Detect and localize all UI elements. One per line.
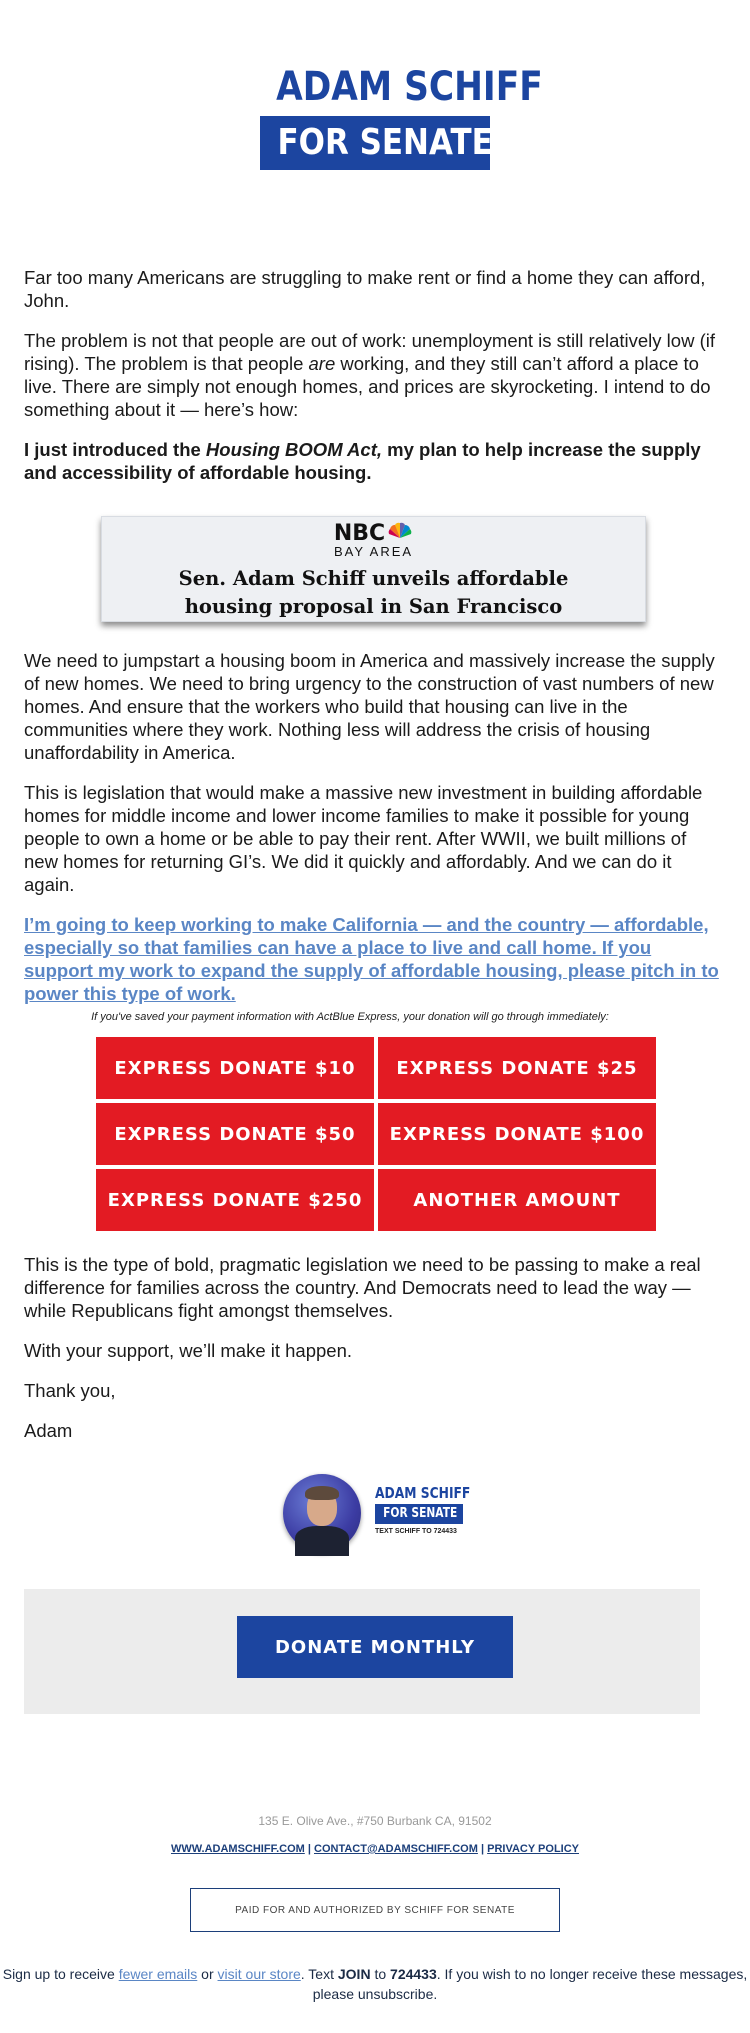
express-donate-25-button[interactable]: EXPRESS DONATE $25 [378,1037,656,1099]
nbc-bay-area: BAY AREA [333,544,414,559]
news-clipping-image[interactable] [101,516,646,622]
signature-logo: ADAM SCHIFF FOR SENATE TEXT SCHIFF TO 724433 [375,1484,471,1535]
body-text [24,649,724,1022]
paragraph-6: This is the type of bold, pragmatic legislation we need to be passing to make a real difference for families across the country. And Democrats need to lead the way — while Republicans fight amongst themselves. [24,1254,701,1321]
paragraph-3: I just introduced the Housing BOOM Act, my plan to help increase the supply and accessibility of affordable housing. [24,439,701,483]
paragraph-5: This is legislation that would make a massive new investment in building affordable homes for middle income and lower income families to make it possible for young people to own a home or be able to pay their rent. After WWII, we built millions of new homes for returning GI’s. We did it quickly and affordably. And we can do it again. [24,782,703,895]
signature-block [283,1474,483,1554]
paragraph-8: Thank you, [24,1380,116,1401]
donate-monthly-button[interactable]: DONATE MONTHLY [237,1616,513,1678]
donate-cta-link[interactable]: I’m going to keep working to make California — and the country — affordable, especially so that families can have a place to live and call home. If you support my work to expand the supply of affordable housing, please pitch in to power this type of work. [24,914,719,1004]
footer-links: WWW.ADAMSCHIFF.COM | CONTACT@ADAMSCHIFF.COM | PRIVACY POLICY [170,1843,579,1855]
peacock-icon [387,523,413,539]
paragraph-7: With your support, we’ll make it happen. [24,1340,353,1361]
footer-text: Sign up to receive fewer emails or visit our store. Text JOIN to 724433. If you wish to no longer receive these messages, please unsubscribe. [2,1966,748,2002]
express-donate-100-button[interactable]: EXPRESS DONATE $100 [378,1103,656,1165]
another-amount-button[interactable]: ANOTHER AMOUNT [378,1169,656,1231]
news-headline: Sen. Adam Schiff unveils affordable housing proposal in San Francisco [178,567,569,618]
mailing-address: 135 E. Olive Ave., #750 Burbank CA, 91502 [258,1814,492,1828]
monthly-donate-section [24,1589,700,1714]
paragraph-1: Far too many Americans are struggling to make rent or find a home they can afford, John. [24,267,706,311]
actblue-note: If you've saved your payment information with ActBlue Express, your donation will go through immediately: [91,1011,609,1023]
privacy-policy-link[interactable]: PRIVACY POLICY [487,1843,579,1855]
express-donate-250-button[interactable]: EXPRESS DONATE $250 [96,1169,374,1231]
contact-link[interactable]: CONTACT@ADAMSCHIFF.COM [314,1843,478,1855]
logo-name: ADAM SCHIFF [276,64,543,110]
logo-for-senate: FOR SENATE [260,116,490,170]
paragraph-4: We need to jumpstart a housing boom in America and massively increase the supply of new homes. We need to bring urgency to the construction of vast numbers of new homes. And ensure that the workers who build that housing can live in the communities where they work. Nothing less will address the crisis of housing unaffordability in America. [24,650,715,763]
paid-for-disclaimer: PAID FOR AND AUTHORIZED BY SCHIFF FOR SENATE [190,1888,560,1932]
intro-text [24,266,724,501]
header-logo [260,64,543,170]
signature-name: Adam [24,1420,73,1441]
closing-text [24,1253,724,1459]
express-donate-50-button[interactable]: EXPRESS DONATE $50 [96,1103,374,1165]
nbc-logo: NBC [102,523,645,545]
visit-store-link[interactable]: visit our store [217,1966,301,1982]
paragraph-2: The problem is not that people are out of work: unemployment is still relatively low (if rising). The problem is that people are working, and they still can’t afford a place to live. There are simply not enough homes, and prices are skyrocketing. I intend to do something about it — here’s how: [24,330,715,420]
website-link[interactable]: WWW.ADAMSCHIFF.COM [170,1843,305,1855]
express-donate-10-button[interactable]: EXPRESS DONATE $10 [96,1037,374,1099]
fewer-emails-link[interactable]: fewer emails [118,1966,198,1982]
avatar [283,1474,361,1552]
